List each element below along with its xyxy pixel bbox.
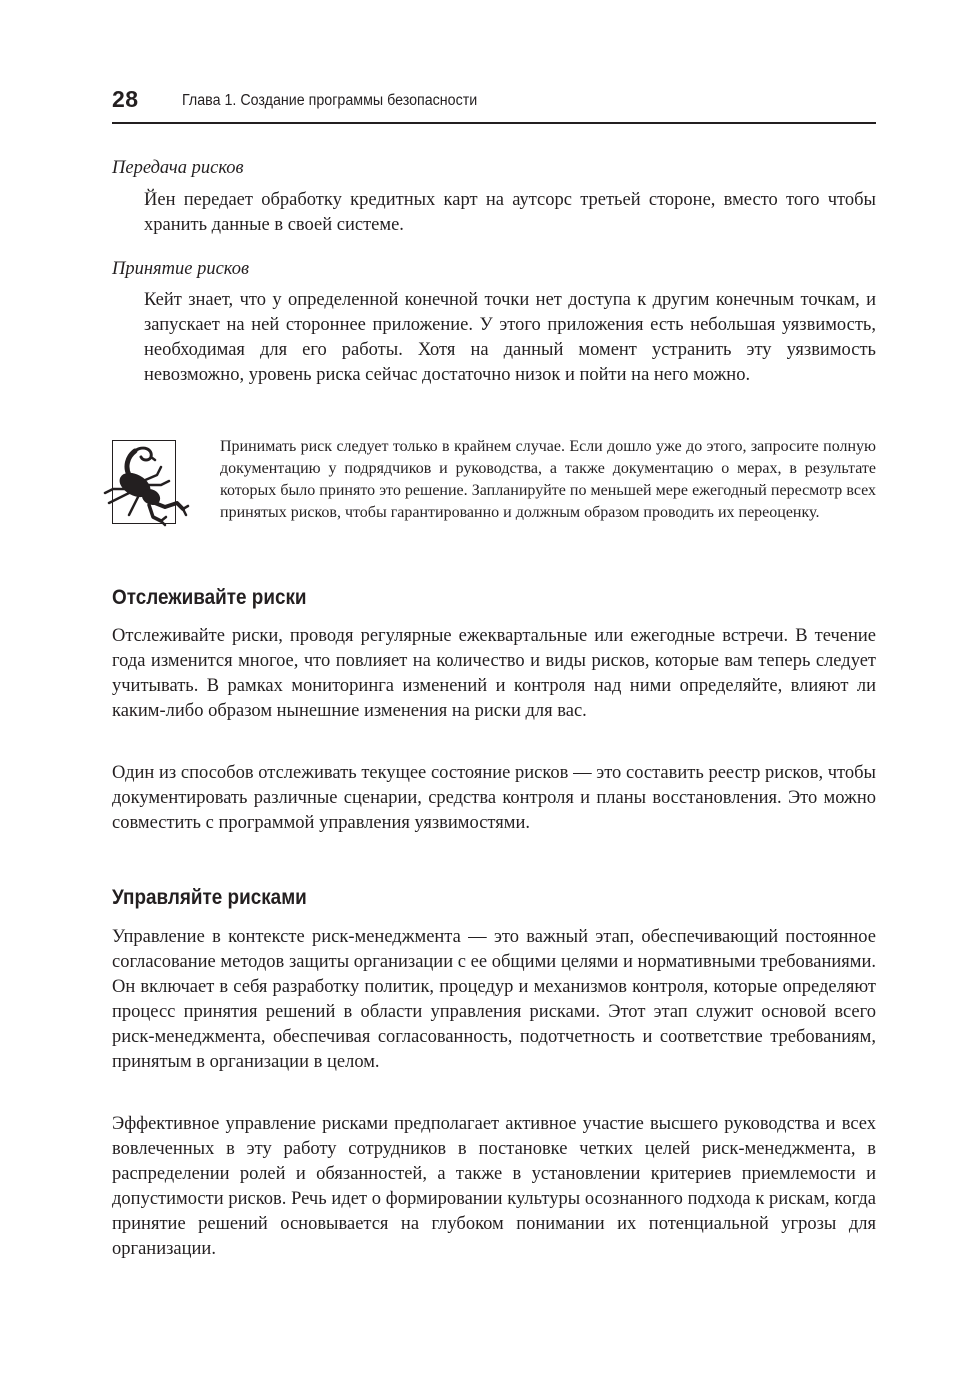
heading-track-risks: Отслеживайте риски: [112, 586, 307, 609]
manage-risks-paragraph-2: Эффективное управление рисками предполагает активное участие высшего руководства и всех вовлеченных в эту работу сотрудников в постановке четких целей риск-менеджмента, в распределении ролей и обязанностей, а также в установлении критериев приемлемости и допустимости рисков. Речь идет о формировании культуры осознанного подхода к рискам, когда принятие решений основывается на глубоком понимании их потенциальной угрозы для организации.: [112, 1114, 876, 1259]
manage-risks-paragraph-1: Управление в контексте риск-менеджмента — это важный этап, обеспечивающий постоянное согласование методов защиты организации с ее общими целями и нормативными требованиями. Он включает в себя разработку политик, процедур и механизмов контроля, которые определяют процесс принятия решений в области управления рисками. Этот этап служит основой всего риск-менеджмента, обеспечивая согласованность, подотчетность и соответствие требованиям, принятым в организации в целом.: [112, 927, 876, 1072]
term-risk-transfer: Передача рисков: [112, 158, 244, 178]
warning-icon-box: [112, 440, 176, 524]
risk-acceptance-description: Кейт знает, что у определенной конечной точки нет доступа к другим конечным точкам, и запускает на ней стороннее приложение. У этого приложения есть небольшая уязвимость, необходимая для его работы. Хотя на данный момент устранить эту уязвимость невозможно, уровень риска сейчас достаточно низок и пойти на него можно.: [144, 290, 876, 385]
warning-note: Принимать риск следует только в крайнем случае. Если дошло уже до этого, запросите полную документацию у подрядчиков и руководства, а также документацию о мерах, в результате которых было принято это решение. Запланируйте по меньшей мере ежегодный пересмотр всех принятых рисков, чтобы гарантированно и должным образом проводить их переоценку.: [220, 438, 876, 521]
running-header: [112, 84, 876, 124]
scorpion-icon: [99, 441, 195, 525]
risk-transfer-description: Йен передает обработку кредитных карт на аутсорс третьей стороне, вместо того чтобы хранить данные в своей системе.: [144, 190, 876, 235]
heading-manage-risks: Управляйте рисками: [112, 886, 307, 909]
page-number: 28: [112, 86, 139, 112]
track-risks-paragraph-1: Отслеживайте риски, проводя регулярные ежеквартальные или ежегодные встречи. В течение года изменится многое, что повлияет на количество и виды рисков, которые вам теперь следует учитывать. В рамках мониторинга изменений и контроля над ними определяйте, влияют ли каким-либо образом нынешние изменения на риски для вас.: [112, 626, 876, 721]
track-risks-paragraph-2: Один из способов отслеживать текущее состояние рисков — это составить реестр рисков, чтобы документировать различные сценарии, средства контроля и планы восстановления. Это можно совместить с программой управления уязвимостями.: [112, 763, 876, 833]
chapter-title: Глава 1. Создание программы безопасности: [182, 92, 478, 109]
term-risk-acceptance: Принятие рисков: [112, 259, 250, 279]
